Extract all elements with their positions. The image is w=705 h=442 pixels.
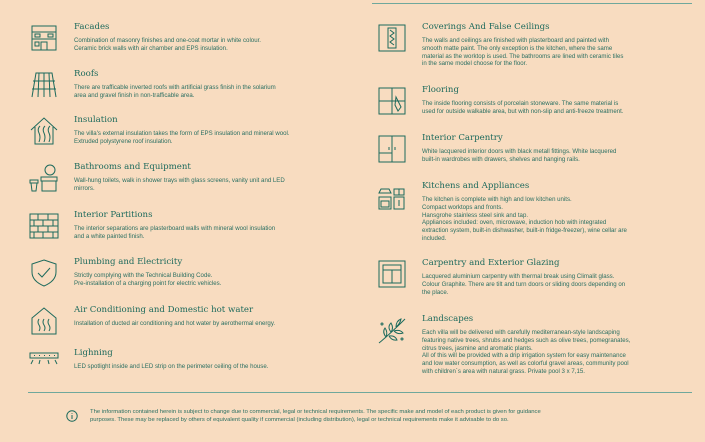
spec-description: The walls and ceilings are finished with plasterboard and painted with smooth matte paint. The only exception is the kitchen, where the same material as the worktop is used. The bathrooms are lined with ceramic tiles in the same model choose for the floor. (422, 37, 624, 68)
spec-title: Interior Carpentry (422, 133, 503, 143)
spec-item-landscapes (376, 314, 630, 376)
spec-title: Insulation (74, 115, 118, 125)
spec-title: Landscapes (422, 314, 474, 324)
spec-description: White lacquered interior doors with black metall fittings. White lacquered built-in wardrobes with drawers, shelves and hanging rails. (422, 148, 617, 163)
spec-title: Air Conditioning and Domestic hot water (74, 305, 254, 315)
spec-item-bathrooms (28, 162, 285, 194)
plant-branch-icon (376, 314, 408, 346)
spec-description: The kitchen is complete with high and low kitchen units. Compact worktops and fronts. Hansgrohe stainless steel sink and tap. Appliances included: oven, microwave, induction hob with integrated extraction system, built-in dishwasher, built-in fridge-freezer), wine cellar are included. (422, 196, 627, 242)
spec-description: The villa's external insulation takes the form of EPS insulation and mineral wool. Extruded polystyrene roof insulation. (74, 130, 290, 145)
spec-item-coverings (376, 22, 623, 68)
top-divider (372, 3, 692, 4)
spec-title: Kitchens and Appliances (422, 181, 530, 191)
spec-description: Strictly complying with the Technical Building Code. Pre-installation of a charging point for electric vehicles. (74, 272, 222, 287)
spec-description: The inside flooring consists of porcelain stoneware. The same material is used for outside walkable area, but with non-slip and anti-freeze treatment. (422, 100, 624, 115)
disclaimer-footer (66, 409, 626, 424)
spec-title: Roofs (74, 69, 99, 79)
house-insulation-icon (28, 115, 60, 147)
spec-title: Plumbing and Electricity (74, 257, 183, 267)
spec-description: Wall-hung toilets, walk in shower trays with glass screens, vanity unit and LED mirrors. (74, 177, 285, 192)
spec-item-insulation (28, 115, 290, 147)
spec-description: Each villa will be delivered with carefully mediterranean-style landscaping featuring native trees, shrubs and hedges such as olive trees, pomegranates, citrus trees, jasmine and aromatic plants. All of this will be provided with a drip irrigation system for easy maintenance and low water consumption, as well as colorful gravel areas, community pool with children´s area with natural grass. Private pool 3 x 7,15. (422, 329, 631, 375)
building-facade-icon (28, 22, 60, 54)
spec-item-lighting (28, 348, 268, 380)
spec-item-carpentry (376, 133, 616, 165)
spec-description: LED spotlight inside and LED strip on the perimeter ceiling of the house. (74, 363, 269, 370)
footer-divider (28, 392, 692, 393)
spec-item-flooring (376, 85, 624, 117)
brick-wall-icon (28, 210, 60, 242)
spec-title: Facades (74, 22, 110, 32)
led-strip-icon (28, 348, 60, 380)
window-frame-icon (376, 258, 408, 290)
spec-item-glazing (376, 258, 625, 296)
kitchen-appliances-icon (376, 181, 408, 213)
shield-check-icon (28, 257, 60, 289)
spec-item-partitions (28, 210, 275, 242)
spec-description: Combination of masonry finishes and one-coat mortar in white colour. Ceramic brick walls with air chamber and EPS insulation. (74, 37, 261, 52)
spec-item-kitchens (376, 181, 627, 243)
spec-item-facades (28, 22, 261, 54)
wardrobe-door-icon (376, 133, 408, 165)
spec-item-roofs (28, 69, 276, 101)
spec-item-plumbing (28, 257, 221, 289)
info-icon (66, 410, 78, 422)
spec-description: The interior separations are plasterboard walls with mineral wool insulation and a white painted finish. (74, 225, 276, 240)
spec-item-air-conditioning (28, 305, 275, 337)
spec-description: Lacquered aluminium carpentry with thermal break using Climalit glass. Colour Graphite. There are tilt and turn doors or sliding doors depending on the place. (422, 273, 626, 296)
floor-tiles-icon (376, 85, 408, 117)
bathroom-vanity-icon (28, 162, 60, 194)
spec-description: Installation of ducted air conditioning and hot water by aerothermal energy. (74, 320, 276, 327)
spec-title: Flooring (422, 85, 459, 95)
house-heat-icon (28, 305, 60, 337)
disclaimer-text: The information contained herein is subject to change due to commercial, legal or technical requirements. The specific make and model of each product is given for guidance purposes. These may be replaced by others of equivalent quality if commercial (including distribution), legal or technical requirements make it advisable to do so. (90, 409, 541, 423)
spec-title: Interior Partitions (74, 210, 153, 220)
wall-panel-icon (376, 22, 408, 54)
spec-title: Carpentry and Exterior Glazing (422, 258, 560, 268)
roof-tiles-icon (28, 69, 60, 101)
spec-title: Coverings And False Ceilings (422, 22, 550, 32)
spec-title: Bathrooms and Equipment (74, 162, 191, 172)
spec-description: There are trafficable inverted roofs with artificial grass finish in the solarium area and gravel finish in non-trafficable area. (74, 84, 276, 99)
spec-title: Lighning (74, 348, 113, 358)
